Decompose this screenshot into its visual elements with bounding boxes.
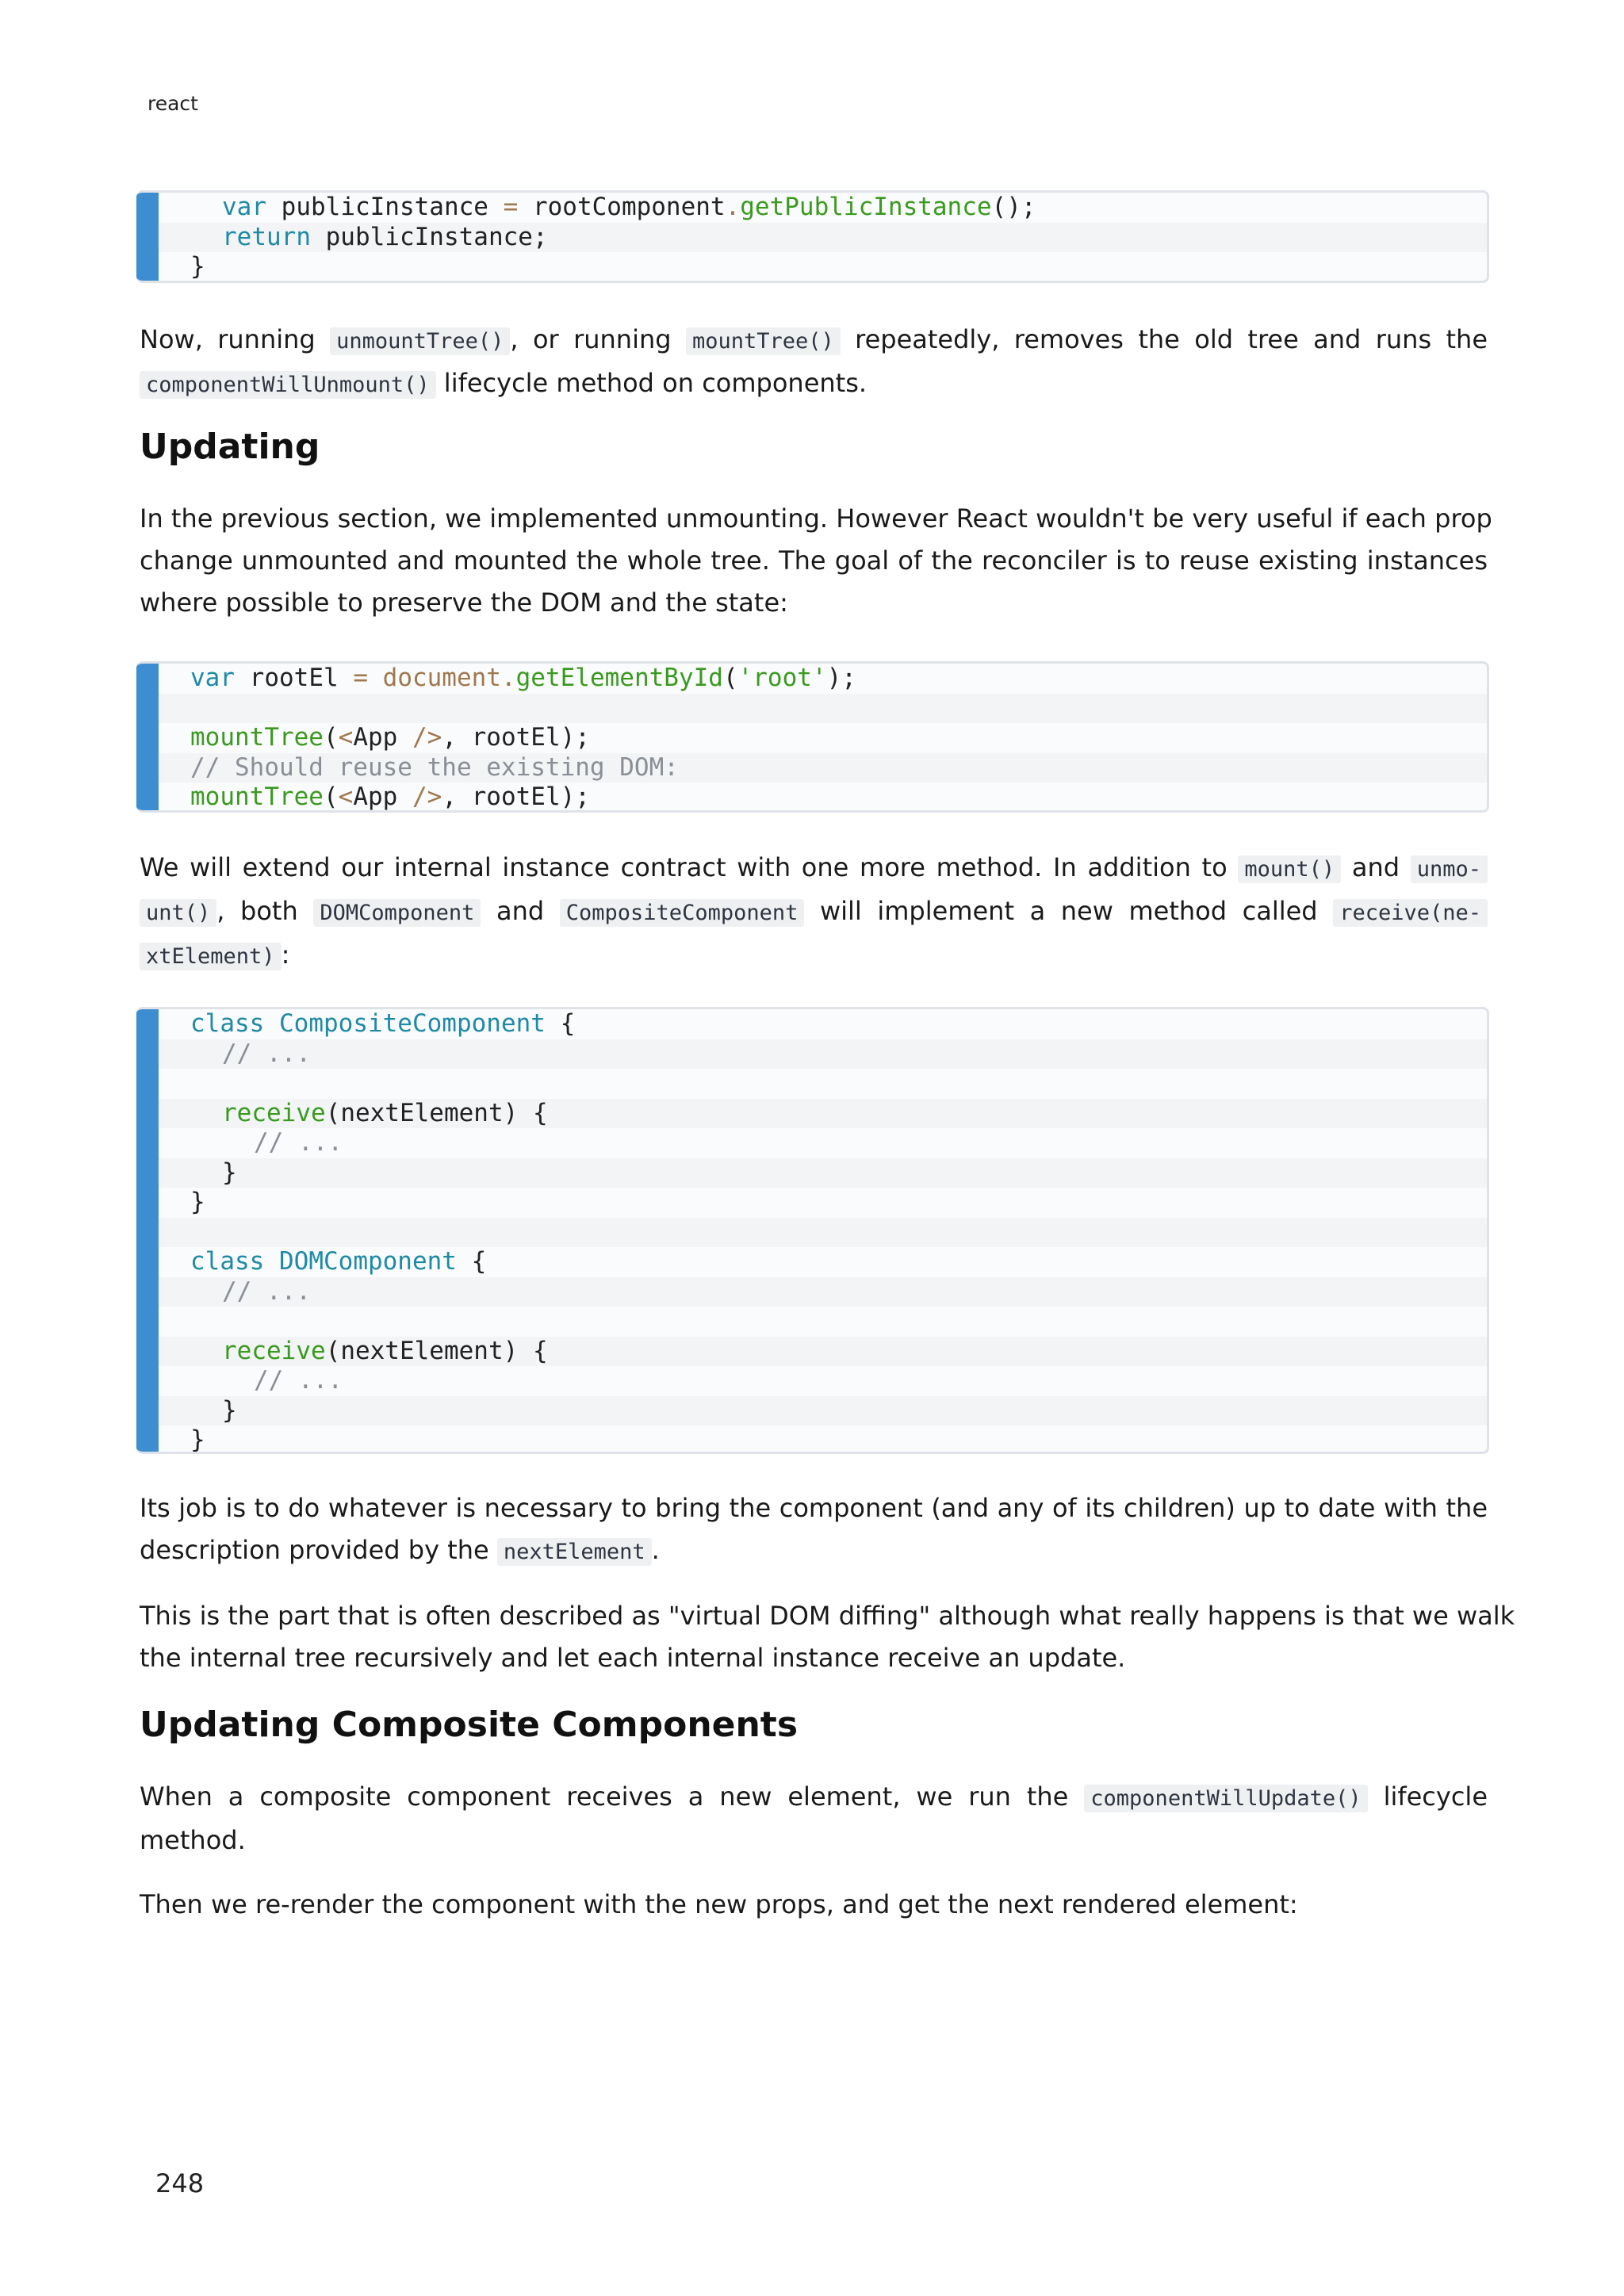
page-number: 248 [155,2168,205,2198]
inline-code: unmo- [1411,855,1488,883]
code-line: class DOMComponent { [190,1247,487,1276]
paragraph-receive-method: We will extend our internal instance contract with one more method. In addition to mount() and unmo- unt() , both DOMComponent and CompositeComponent will implement a new method called receive(ne- xtElement) : [140,847,1488,978]
code-block-get-public-instance [136,190,1489,283]
code-comment: // ... [254,1366,343,1395]
code-line: return publicInstance; [159,223,1487,253]
code-line: } [190,252,205,281]
section-heading-updating-composite: Updating Composite Components [140,1705,799,1745]
code-line-blank [159,694,1487,724]
running-header: react [147,92,198,115]
paragraph-unmount-tree: Now, running unmountTree() , or running mountTree() repeatedly, removes the old tree and runs the componentWillUnmount() lifecycle method on components. [140,324,1488,398]
paragraph-component-will-update: When a composite component receives a new element, we run the componentWillUpdate() lifecycle method. [140,1781,1488,1855]
code-comment: // ... [254,1128,343,1157]
inline-code: receive(ne- [1333,899,1488,927]
code-line: receive(nextElement) { [159,1099,1487,1129]
section-heading-updating: Updating [140,427,320,467]
code-line: } [190,1188,205,1216]
inline-code: mountTree() [686,327,841,355]
inline-code: unmountTree() [330,327,510,355]
code-line: receive(nextElement) { [159,1337,1487,1367]
code-block-mount-tree [136,661,1489,813]
paragraph-virtual-dom-diffing: This is the part that is often described as "virtual DOM diffing" although what really happens is that we walk the internal tree recursively and let each internal instance receive an update. [140,1601,1515,1673]
code-line: var rootEl = document.getElementById('root'); [190,664,856,692]
code-line: } [159,1158,1487,1188]
inline-code: nextElement [497,1538,652,1566]
code-line-blank [159,1307,1487,1337]
code-block-receive-classes [136,1007,1489,1454]
paragraph-job-description: Its job is to do whatever is necessary to bring the component (and any of its children) up to date with the description provided by the nextElement . [140,1493,1488,1565]
paragraph-updating-intro: In the previous section, we implemented unmounting. However React wouldn't be very useful if each prop change unmounted and mounted the whole tree. The goal of the reconciler is to reuse existing instances where possible to preserve the DOM and the state: [140,503,1492,618]
code-line: } [190,1425,205,1454]
code-comment: // ... [159,1277,1487,1307]
code-line: mountTree(<App />, rootEl); [190,723,590,752]
code-comment: // Should reuse the existing DOM: [159,753,1487,783]
code-line: var publicInstance = rootComponent.getPublicInstance(); [222,193,1036,221]
inline-code: unt() [140,899,216,927]
code-line-blank [159,1069,1487,1099]
inline-code: mount() [1238,855,1341,883]
paragraph-re-render: Then we re-render the component with the new props, and get the next rendered element: [140,1889,1298,1919]
code-comment: // ... [159,1039,1487,1070]
code-line: mountTree(<App />, rootEl); [190,783,590,811]
inline-code: xtElement) [140,943,282,970]
inline-code: componentWillUpdate() [1084,1785,1367,1812]
inline-code: componentWillUnmount() [140,371,436,399]
code-line-blank [159,1218,1487,1248]
code-line: } [159,1396,1487,1426]
code-line: class CompositeComponent { [190,1009,576,1038]
inline-code: DOMComponent [313,899,481,927]
inline-code: CompositeComponent [560,899,805,927]
